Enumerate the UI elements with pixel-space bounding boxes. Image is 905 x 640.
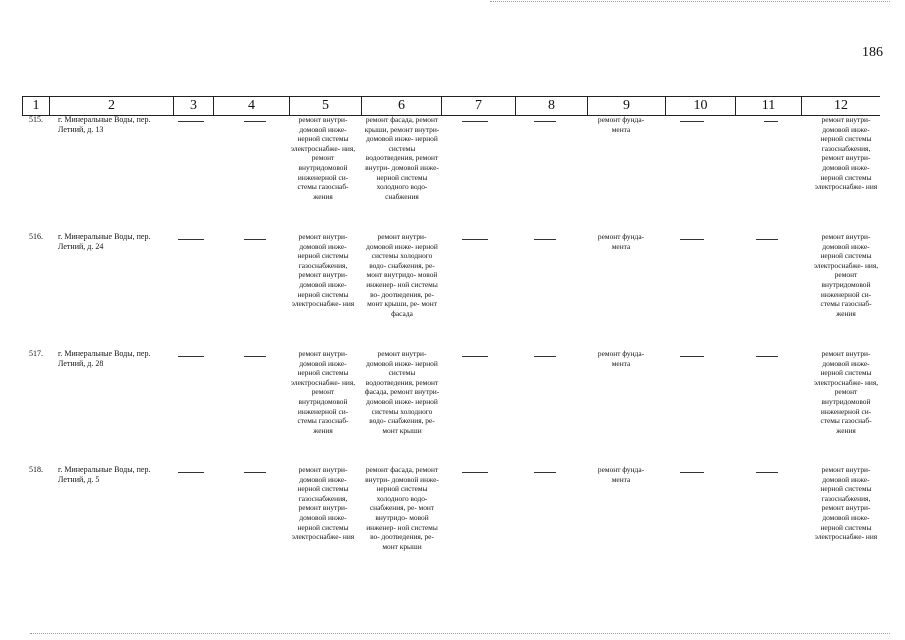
- header-col-7: 7: [442, 97, 516, 115]
- dash-col-10: [680, 121, 704, 122]
- dash-col-3: [178, 239, 204, 240]
- cell-col-5: ремонт внутри- домовой инже- нерной системы электроснабже- ния, ремонт внутридомовой инженерной си- стемы газоснаб- жения: [290, 349, 356, 435]
- dash-col-3: [178, 472, 204, 473]
- cell-col-12: ремонт внутри- домовой инже- нерной системы газоснабжения, ремонт внутри- домовой инже- нерной системы электроснабже- ния: [814, 465, 878, 542]
- dash-col-10: [680, 356, 704, 357]
- cell-col-9: ремонт фунда- мента: [597, 115, 645, 134]
- cell-col-5: ремонт внутри- домовой инже- нерной системы электроснабже- ния, ремонт внутридомовой инженерной си- стемы газоснаб- жения: [290, 115, 356, 201]
- dash-col-8: [534, 472, 556, 473]
- dash-col-8: [534, 121, 556, 122]
- header-col-9: 9: [588, 97, 666, 115]
- dash-col-4: [244, 121, 266, 122]
- cell-col-5: ремонт внутри- домовой инже- нерной системы газоснабжения, ремонт внутри- домовой инже- нерной системы электроснабже- ния: [291, 465, 355, 542]
- cell-col-12: ремонт внутри- домовой инже- нерной системы газоснабжения, ремонт внутри- домовой инже- нерной системы электроснабже- ния: [814, 115, 878, 192]
- header-col-8: 8: [516, 97, 588, 115]
- cell-col-12: ремонт внутри- домовой инже- нерной системы электроснабже- ния, ремонт внутридомовой инженерной си- стемы газоснаб- жения: [813, 349, 879, 435]
- row-number: 516.: [29, 232, 43, 241]
- dash-col-11: [756, 356, 778, 357]
- dash-col-8: [534, 239, 556, 240]
- header-col-11: 11: [736, 97, 802, 115]
- header-col-3: 3: [174, 97, 214, 115]
- dash-col-7: [462, 356, 488, 357]
- dash-col-7: [462, 121, 488, 122]
- cell-col-6: ремонт фасада, ремонт крыши, ремонт внутри- домовой инже- нерной системы водоотведения, ремонт внутри- домовой инже- нерной системы холодного водо- снабжения: [364, 115, 440, 201]
- row-number: 515.: [29, 115, 43, 124]
- scan-artifact-top: [490, 1, 890, 2]
- cell-col-6: ремонт внутри- домовой инже- нерной системы холодного водо- снабжения, ре- монт внутридо- мовой инженер- ной системы во- доотведения, ре- монт крыши, ре- монт фасада: [366, 232, 438, 318]
- cell-col-12: ремонт внутри- домовой инже- нерной системы электроснабже- ния, ремонт внутридомовой инженерной си- стемы газоснаб- жения: [813, 232, 879, 318]
- row-number: 517.: [29, 349, 43, 358]
- header-col-4: 4: [214, 97, 290, 115]
- header-col-6: 6: [362, 97, 442, 115]
- dash-col-4: [244, 356, 266, 357]
- header-col-2: 2: [50, 97, 174, 115]
- dash-col-11: [764, 121, 778, 122]
- cell-col-6: ремонт внутри- домовой инже- нерной системы водоотведения, ремонт фасада, ремонт внутри- домовой инже- нерной системы холодного водо- снабжения, ре- монт крыши: [364, 349, 440, 435]
- row-address: г. Минеральные Воды, пер. Летний, д. 13: [58, 115, 151, 134]
- dash-col-8: [534, 356, 556, 357]
- cell-col-9: ремонт фунда- мента: [597, 465, 645, 484]
- dash-col-4: [244, 239, 266, 240]
- dash-col-3: [178, 121, 204, 122]
- cell-col-9: ремонт фунда- мента: [597, 349, 645, 368]
- dash-col-3: [178, 356, 204, 357]
- table-header: [22, 96, 880, 116]
- header-col-12: 12: [834, 98, 848, 113]
- dash-col-7: [462, 239, 488, 240]
- cell-col-5: ремонт внутри- домовой инже- нерной системы газоснабжения, ремонт внутри- домовой инже- нерной системы электроснабже- ния: [291, 232, 355, 309]
- dash-col-10: [680, 239, 704, 240]
- dash-col-11: [756, 472, 778, 473]
- scan-artifact-bottom: [30, 633, 890, 634]
- header-col-5: 5: [290, 97, 362, 115]
- dash-col-7: [462, 472, 488, 473]
- dash-col-4: [244, 472, 266, 473]
- row-address: г. Минеральные Воды, пер. Летний, д. 24: [58, 232, 151, 251]
- header-col-1: 1: [22, 97, 50, 115]
- cell-col-9: ремонт фунда- мента: [597, 232, 645, 251]
- header-col-10: 10: [666, 97, 736, 115]
- cell-col-6: ремонт фасада, ремонт внутри- домовой инже- нерной системы холодного водо- снабжения, ре- монт внутридо- мовой инженер- ной системы во- доотведения, ре- монт крыши: [365, 465, 439, 551]
- page-number: 186: [862, 45, 883, 60]
- dash-col-11: [756, 239, 778, 240]
- row-number: 518.: [29, 465, 43, 474]
- row-address: г. Минеральные Воды, пер. Летний, д. 28: [58, 349, 151, 368]
- row-address: г. Минеральные Воды, пер. Летний, д. 5: [58, 465, 151, 484]
- dash-col-10: [680, 472, 704, 473]
